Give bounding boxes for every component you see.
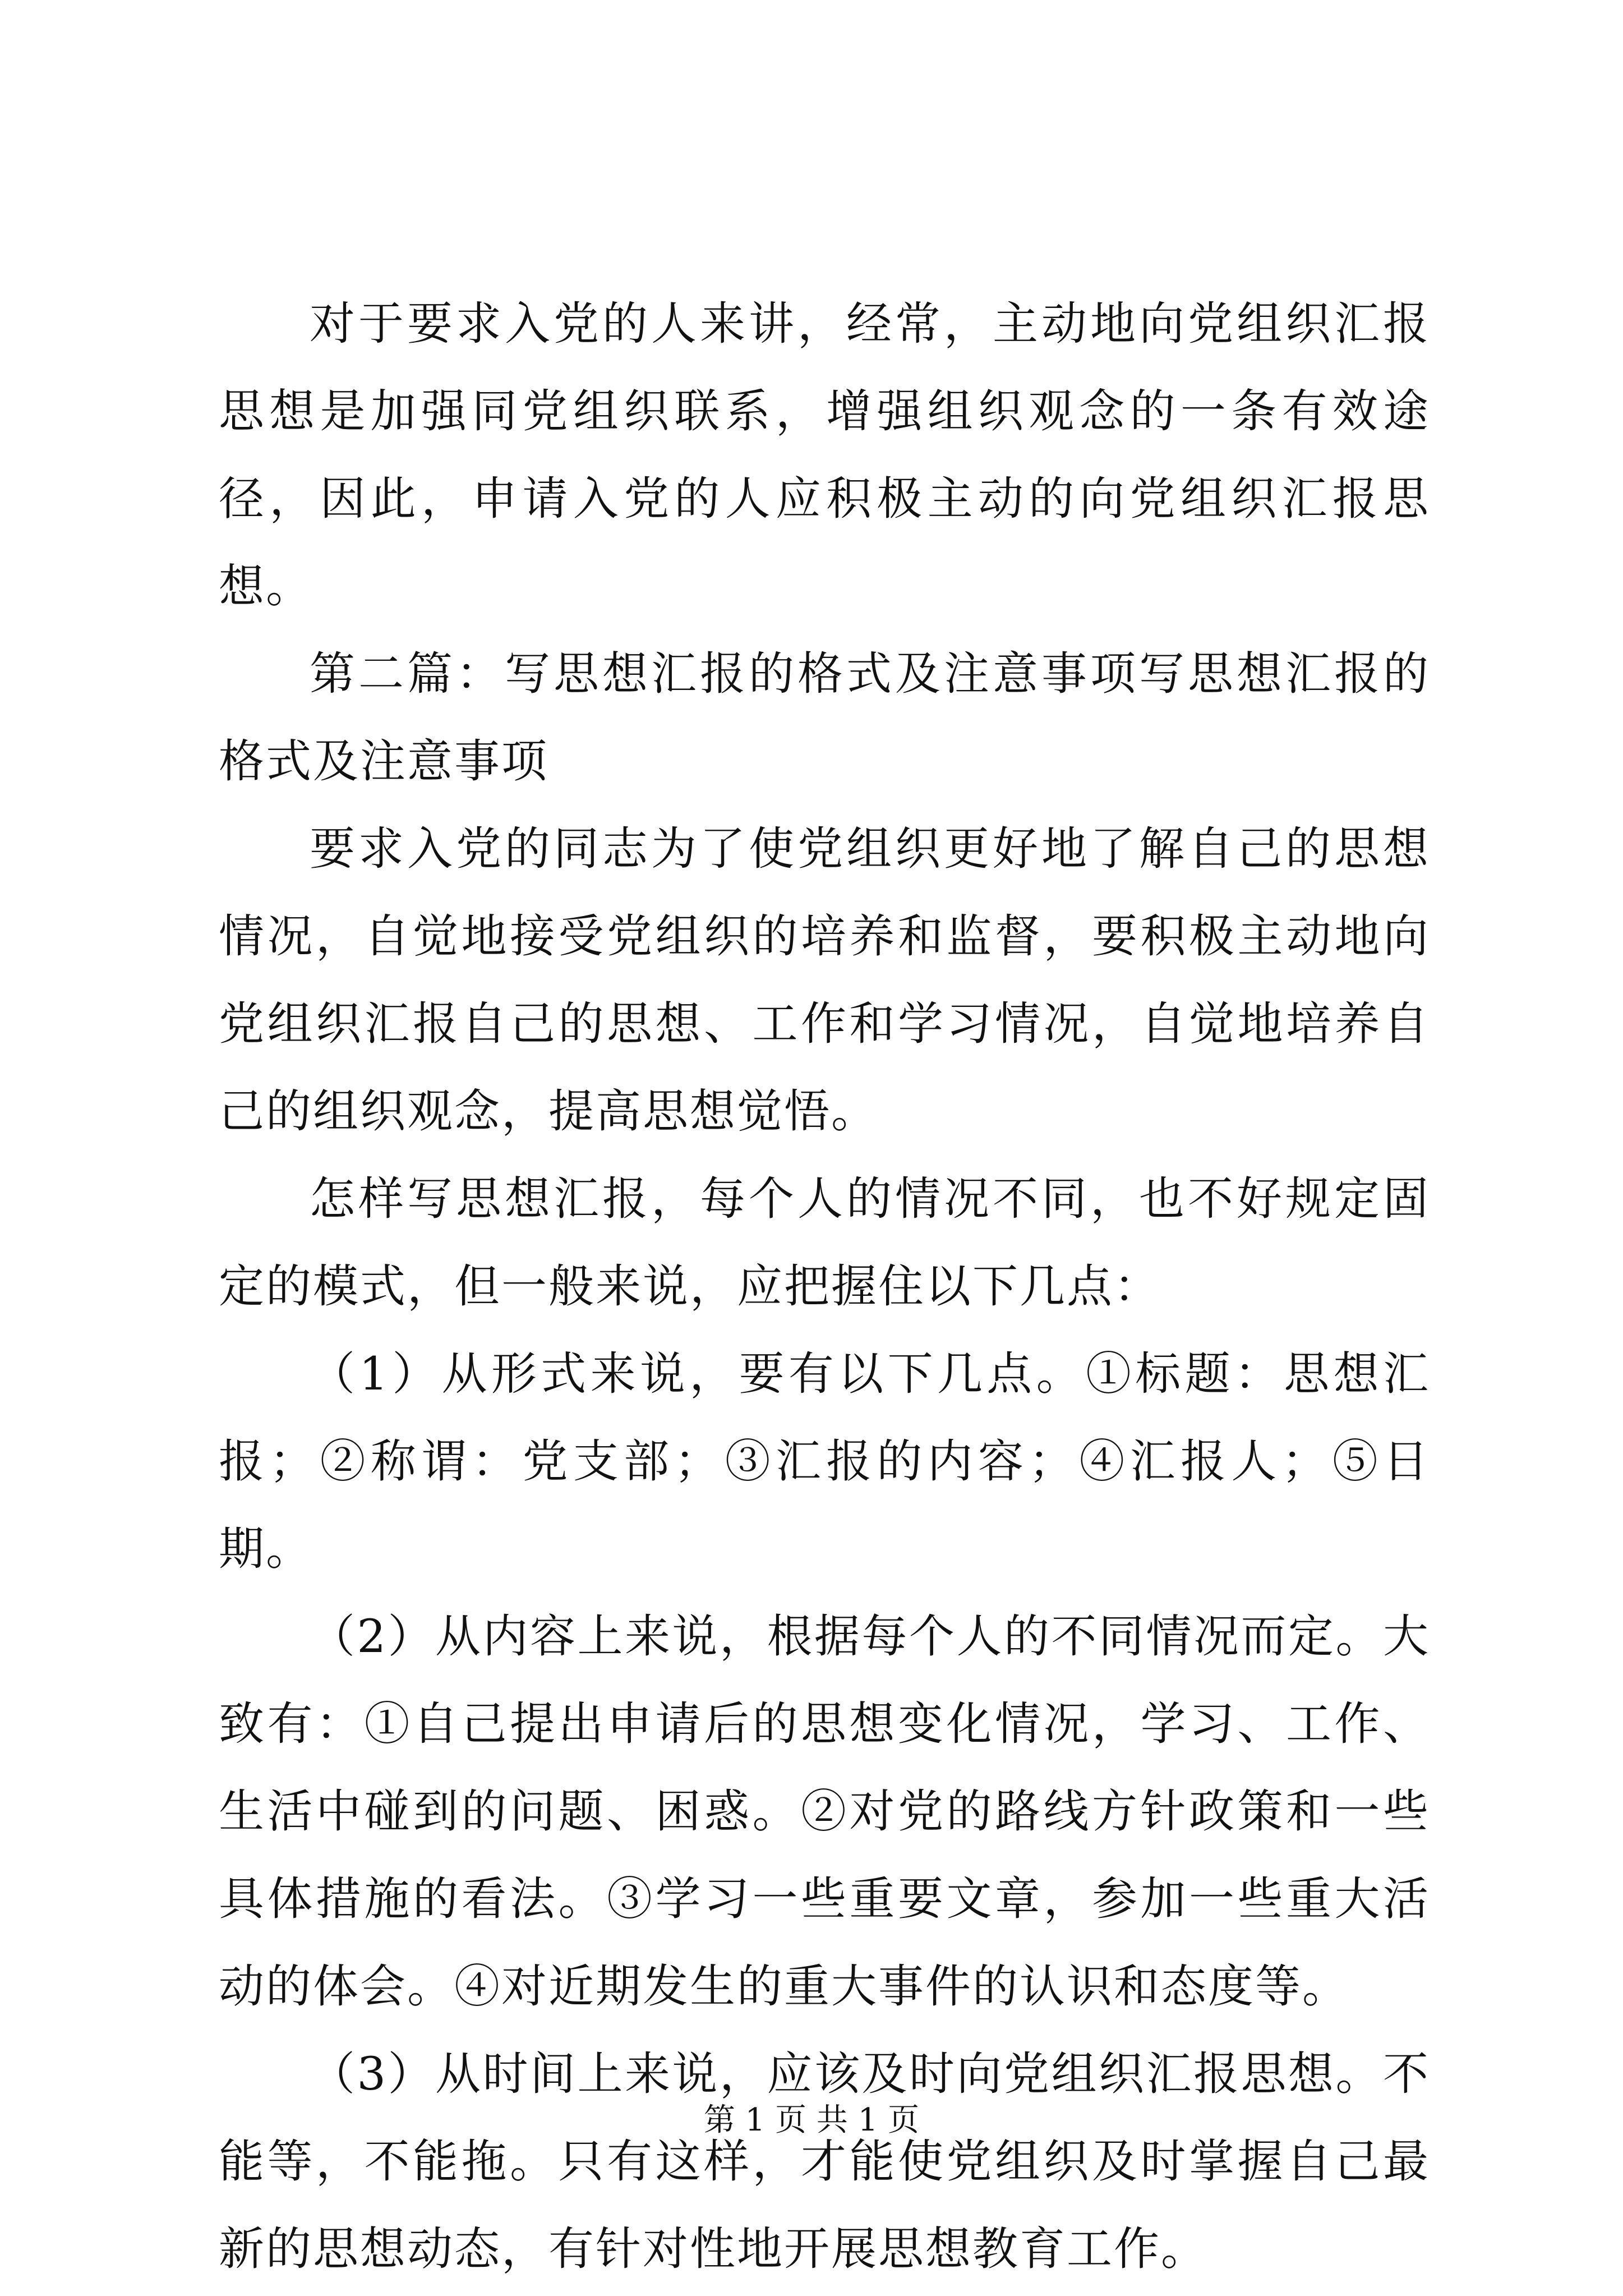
paragraph-point-form: （1）从形式来说，要有以下几点。①标题：思想汇报；②称谓：党支部；③汇报的内容；④汇报人；⑤日期。 [219, 1348, 1430, 1576]
paragraph-purpose: 要求入党的同志为了使党组织更好地了解自己的思想情况，自觉地接受党组织的培养和监督，要积极主动地向党组织汇报自己的思想、工作和学习情况，自觉地培养自己的组织观念，提高思想觉悟。 [219, 823, 1430, 1138]
paragraph-section-heading: 第二篇：写思想汇报的格式及注意事项写思想汇报的格式及注意事项 [219, 648, 1430, 788]
page-footer: 第 1 页 共 1 页 [703, 2102, 920, 2138]
paragraph-how-to: 怎样写思想汇报，每个人的情况不同，也不好规定固定的模式，但一般来说，应把握住以下几点： [219, 1173, 1430, 1313]
paragraph-point-timing: （3）从时间上来说，应该及时向党组织汇报思想。不能等，不能拖。只有这样，才能使党组织及时掌握自己最新的思想动态，有针对性地开展思想教育工作。 [219, 2048, 1430, 2276]
document-body [219, 280, 1430, 2293]
paragraph-point-content: （2）从内容上来说，根据每个人的不同情况而定。大致有：①自己提出申请后的思想变化情况，学习、工作、生活中碰到的问题、困惑。②对党的路线方针政策和一些具体措施的看法。③学习一些重要文章，参加一些重大活动的体会。④对近期发生的重大事件的认识和态度等。 [219, 1611, 1430, 2013]
paragraph-intro: 对于要求入党的人来讲，经常，主动地向党组织汇报思想是加强同党组织联系，增强组织观念的一条有效途径，因此，申请入党的人应积极主动的向党组织汇报思想。 [219, 298, 1430, 613]
